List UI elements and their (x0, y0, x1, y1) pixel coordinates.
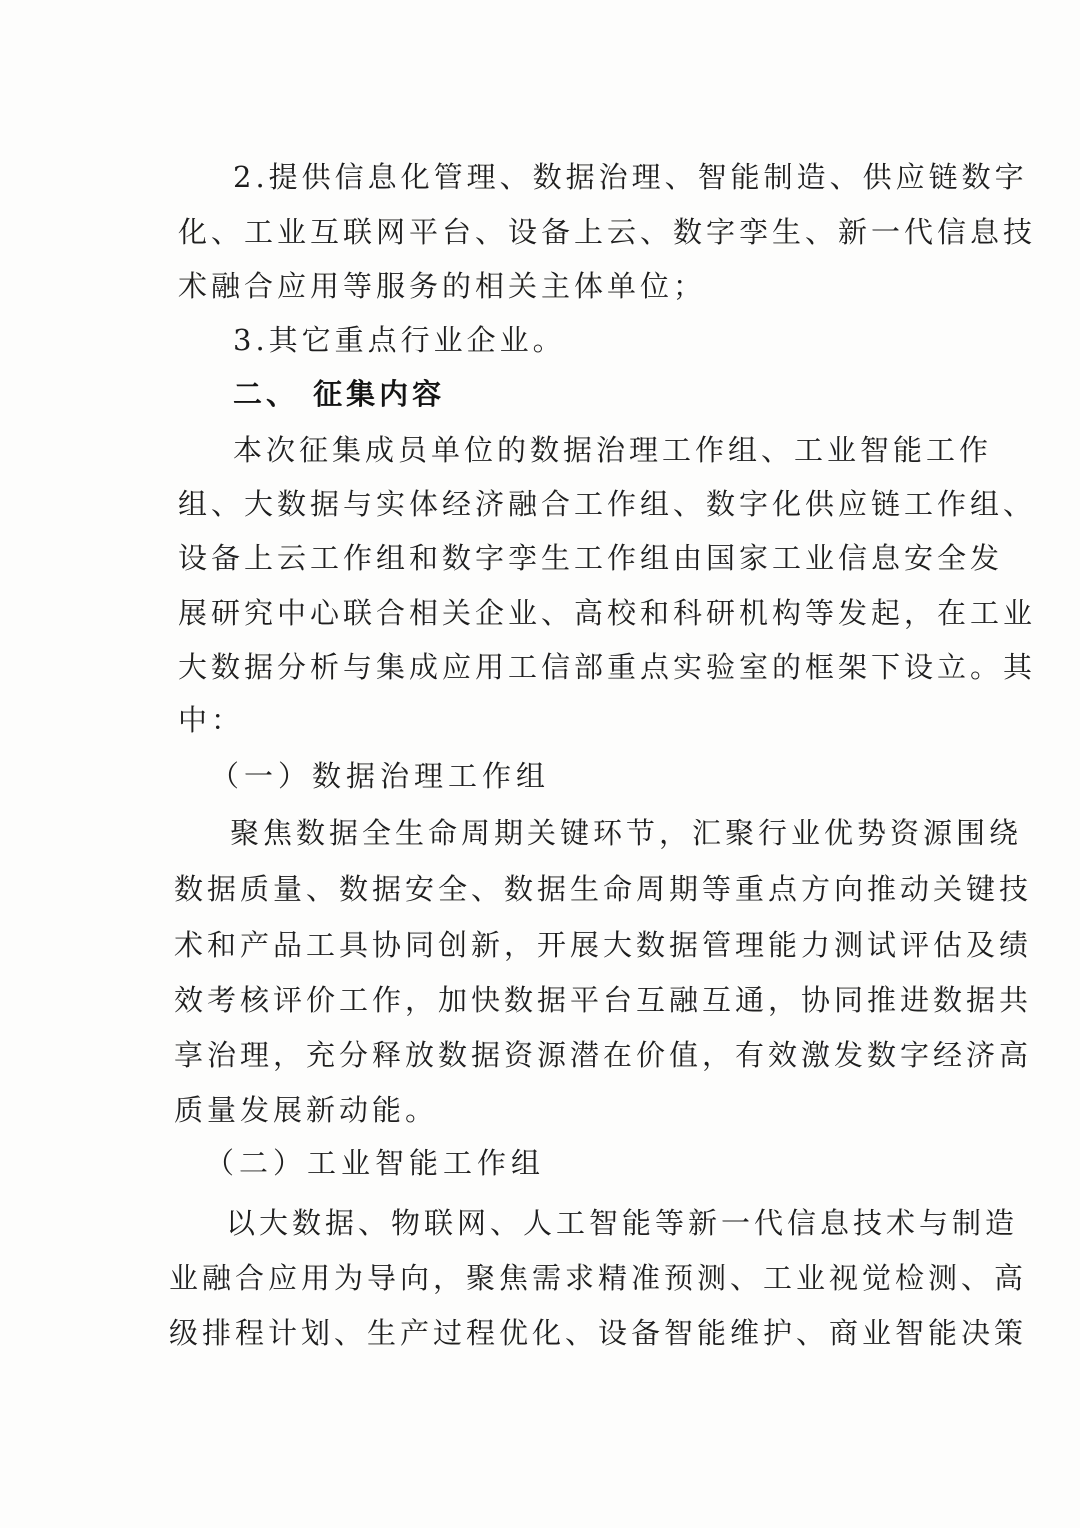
paragraph-line: 以大数据、物联网、人工智能等新一代信息技术与制造 (226, 1206, 1019, 1240)
paragraph-line: 数据质量、数据安全、数据生命周期等重点方向推动关键技 (174, 872, 1033, 906)
paragraph-line: 大数据分析与集成应用工信部重点实验室的框架下设立。其 (178, 650, 1037, 684)
paragraph-line: 业融合应用为导向，聚焦需求精准预测、工业视觉检测、高 (169, 1261, 1028, 1295)
paragraph-line: 3.其它重点行业企业。 (233, 323, 566, 357)
paragraph-line: 效考核评价工作，加快数据平台互融互通，协同推进数据共 (174, 983, 1033, 1017)
subsection-heading: （二）工业智能工作组 (205, 1146, 546, 1180)
paragraph-line: 2.提供信息化管理、数据治理、智能制造、供应链数字 (233, 160, 1028, 194)
section-heading: 二、 征集内容 (233, 377, 446, 411)
paragraph-line: 术融合应用等服务的相关主体单位； (178, 269, 707, 303)
subsection-heading: （一）数据治理工作组 (210, 759, 551, 793)
paragraph-line: 术和产品工具协同创新，开展大数据管理能力测试评估及绩 (174, 928, 1033, 962)
paragraph-line: 设备上云工作组和数字孪生工作组由国家工业信息安全发 (178, 541, 1004, 575)
paragraph-line: 质量发展新动能。 (174, 1093, 439, 1127)
paragraph-line: 本次征集成员单位的数据治理工作组、工业智能工作 (233, 433, 993, 467)
paragraph-line: 聚焦数据全生命周期关键环节，汇聚行业优势资源围绕 (230, 816, 1023, 850)
paragraph-line: 享治理，充分释放数据资源潜在价值，有效激发数字经济高 (174, 1038, 1033, 1072)
paragraph-line: 中： (178, 703, 245, 737)
paragraph-line: 化、工业互联网平台、设备上云、数字孪生、新一代信息技 (178, 215, 1037, 249)
paragraph-line: 组、大数据与实体经济融合工作组、数字化供应链工作组、 (178, 487, 1037, 521)
paragraph-line: 级排程计划、生产过程优化、设备智能维护、商业智能决策 (169, 1316, 1028, 1350)
paragraph-line: 展研究中心联合相关企业、高校和科研机构等发起，在工业 (178, 596, 1037, 630)
